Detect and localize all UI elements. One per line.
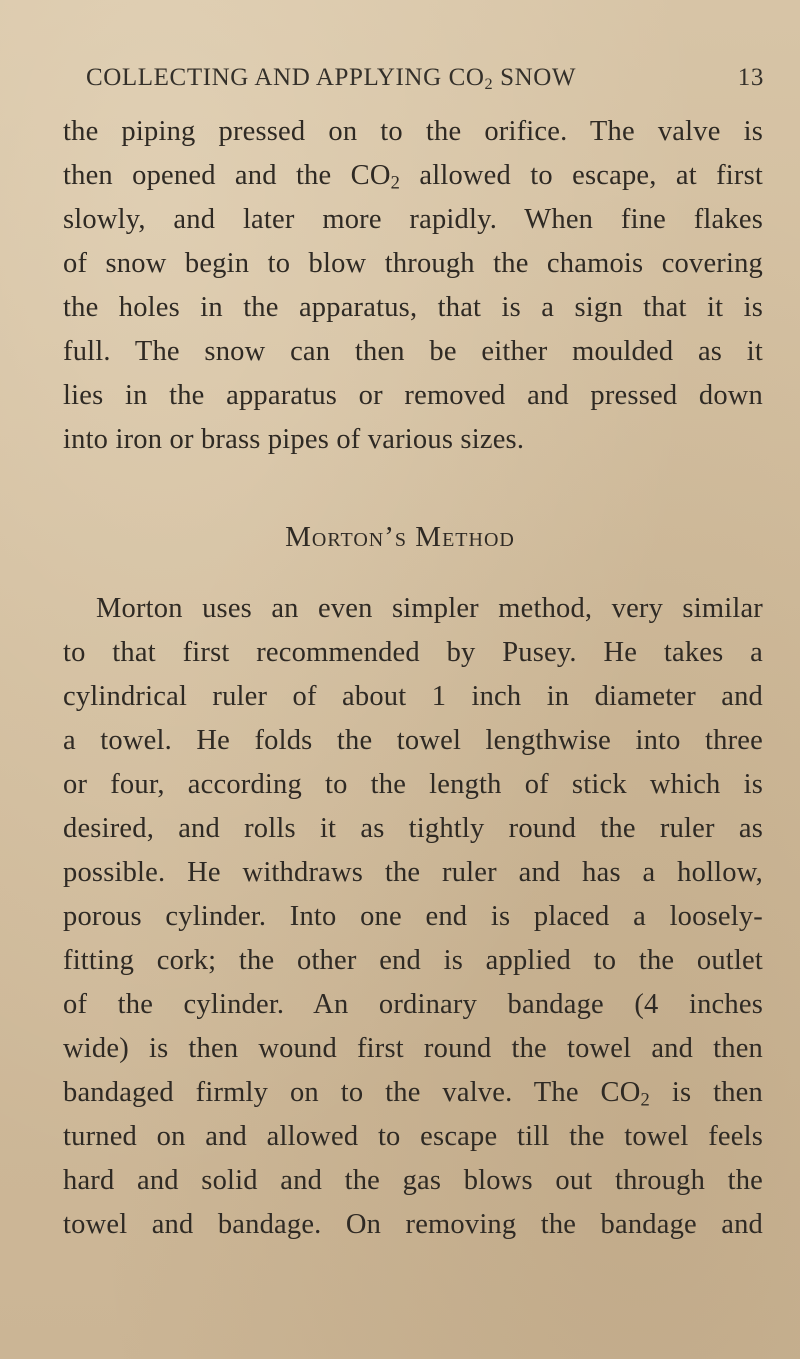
text-line: porous cylinder. Into one end is placed a loosely-	[63, 901, 763, 932]
text-line: lies in the apparatus or removed and pressed down	[63, 380, 763, 411]
text-line: hard and solid and the gas blows out through the	[63, 1165, 763, 1196]
text-line: the holes in the apparatus, that is a sign that it is	[63, 292, 763, 323]
text-line: or four, according to the length of stick which is	[63, 769, 763, 800]
text-line: turned on and allowed to escape till the towel feels	[63, 1121, 763, 1152]
text-line: full. The snow can then be either moulded as it	[63, 336, 763, 367]
text-line: then opened and the $CO_2$ allowed to escape, at first	[63, 160, 763, 194]
text-line: wide) is then wound first round the towel and then	[63, 1033, 763, 1064]
paragraph-2	[63, 587, 763, 1247]
text-line: cylindrical ruler of about 1 inch in diameter and	[63, 681, 763, 712]
text-line: desired, and rolls it as tightly round the ruler as	[63, 813, 763, 844]
text-line: bandaged firmly on to the valve. The $CO_2$ is then	[63, 1077, 763, 1111]
text-line: of the cylinder. An ordinary bandage (4 inches	[63, 989, 763, 1020]
text-line: Morton uses an even simpler method, very similar	[96, 593, 763, 624]
running-head	[86, 58, 764, 102]
text-line: fitting cork; the other end is applied to the outlet	[63, 945, 763, 976]
section-heading: Morton’s Method	[285, 521, 515, 553]
text-line: to that first recommended by Pusey. He takes a	[63, 637, 763, 668]
text-line: a towel. He folds the towel lengthwise into three	[63, 725, 763, 756]
text-line: slowly, and later more rapidly. When fine flakes	[63, 204, 763, 235]
text-line: towel and bandage. On removing the bandage and	[63, 1209, 763, 1240]
text-line: possible. He withdraws the ruler and has a hollow,	[63, 857, 763, 888]
running-head-title: COLLECTING AND APPLYING $CO_2$ SNOW	[86, 64, 577, 94]
text-line: of snow begin to blow through the chamois covering	[63, 248, 763, 279]
page-number: 13	[737, 64, 764, 91]
text-line: into iron or brass pipes of various sizes.	[63, 424, 525, 455]
paragraph-1	[63, 110, 763, 462]
text-line: the piping pressed on to the orifice. The valve is	[63, 116, 763, 147]
